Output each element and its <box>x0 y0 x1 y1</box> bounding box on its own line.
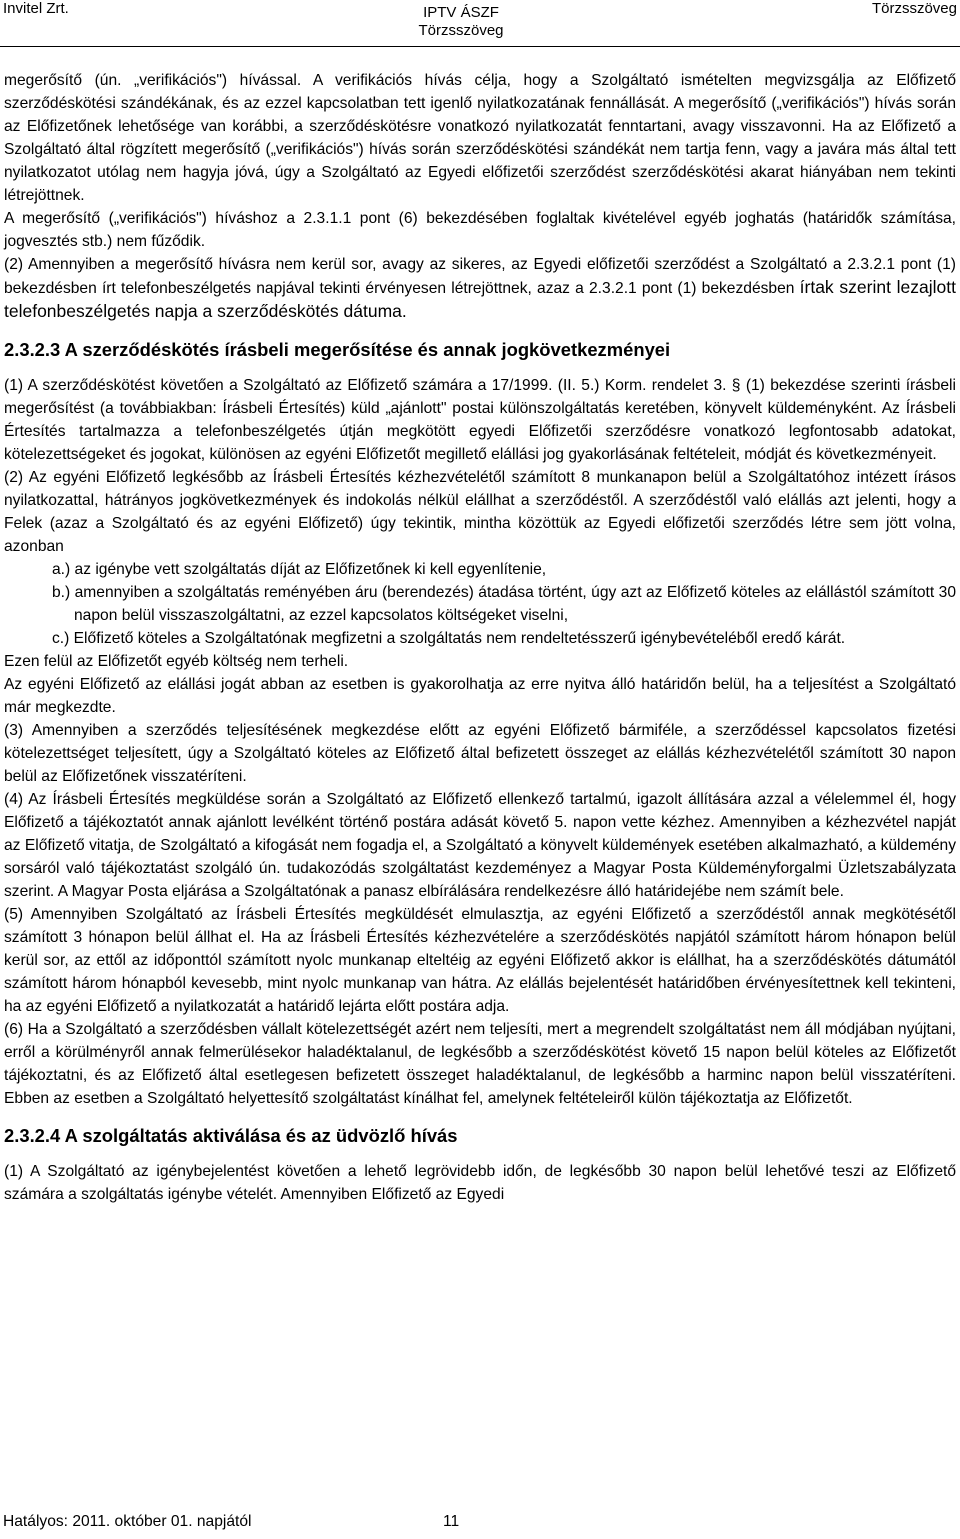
section-heading-2324: 2.3.2.4 A szolgáltatás aktiválása és az üdvözlő hívás <box>4 1125 458 1146</box>
paragraph-verification-effect: A megerősítő („verifikációs") híváshoz a 2.3.1.1 pont (6) bekezdésében foglaltak kivételével egyéb joghatás (határidők számítása, jogvesztés stb.) nem fűződik. <box>4 210 956 250</box>
paragraph-verification: megerősítő (ún. „verifikációs") hívással. A verifikációs hívás célja, hogy a Szolgáltató ismételten megvizsgálja az Előfizető szerződéskötési szándékának, és az ezzel kapcsolatban tett igenlő nyilatkozatának fennállását. A megerősítő („verifikációs") hívás során az Előfizetőnek lehetősége van korábbi, a szerződéskötésre vonatkozó nyilatkozatát fenntartani, avagy visszavonni. Ha az Előfizető a Szolgáltató által rögzített megerősítő („verifikációs") hívás során szerződéskötési szándékát nem tartja fenn, vagy a javára más által tett nyilatkozatot utólag nem hagyja jóvá, úgy a Szolgáltató az Egyedi előfizetői szerződést szerződéskötési akarat hiányában nem tekinti létrejöttnek. <box>4 72 956 204</box>
header-title-line1: IPTV ÁSZF <box>423 4 499 21</box>
footer-effective-date: Hatályos: 2011. október 01. napjától <box>3 1513 252 1530</box>
paragraph-contract-date-b: írtak szerint lezajlott telefonbeszélgetés napja a szerződéskötés dátuma. <box>4 277 956 321</box>
paragraph-non-performance: (6) Ha a Szolgáltató a szerződésben vállalt kötelezettségét azért nem teljesíti, mert a megrendelt szolgáltatást nem áll módjában nyújtani, erről a körülményről annak felmerülésekor haladéktalanul, de legkésőbb a szerződéskötést követő 15 napon belül köteles az Előfizetőt tájékoztatni, és az Előfizető által esetlegesen befizetett összeget haladéktalanul, de legkésőbb a harminc napon belül visszatéríteni. Ebben az esetben a Szolgáltató helyettesítő szolgáltatást kínálhat fel, amelynek feltételeiről külön tájékoztatja az Előfizetőt. <box>4 1021 956 1107</box>
document-body <box>4 69 956 1206</box>
paragraph-contract-date <box>4 253 956 324</box>
paragraph-contract-date-a: (2) Amennyiben a megerősítő hívásra nem kerül sor, avagy az sikeres, az Egyedi előfizetői szerződést a Szolgáltató a 2.3.2.1 pont (1) bekezdésben írt telefonbeszélgetés napjával tekinti érvényesen létrejöttnek, azaz a 2.3.2.1 pont (1) bekezdésben <box>4 256 956 297</box>
page-number: 11 <box>443 1513 460 1530</box>
header-divider <box>0 46 960 47</box>
paragraph-no-other-cost: Ezen felül az Előfizetőt egyéb költség nem terheli. <box>4 653 349 670</box>
page-header <box>0 0 960 50</box>
paragraph-refund: (3) Amennyiben a szerződés teljesítésének megkezdése előtt az egyéni Előfizető bármiféle, a szerződéssel kapcsolatos fizetési kötelezettséget teljesített, úgy a Szolgáltató köteles az Előfizető által befizetett összeget az elállás kézhezvételétől számított 30 napon belül az Előfizetőnek visszatéríteni. <box>4 722 956 785</box>
list-item: a.) az igénybe vett szolgáltatás díját az Előfizetőnek ki kell egyenlítenie, <box>52 561 547 578</box>
header-title <box>0 4 922 40</box>
page-footer <box>3 1512 460 1532</box>
paragraph-withdrawal-right: (2) Az egyéni Előfizető legkésőbb az Írásbeli Értesítés kézhezvételétől számított 8 munkanapon belül a Szolgáltatóhoz intézett írásos nyilatkozattal, hátrányos jogkövetkezmények és indokolás nélkül elállhat a szerződéstől. A szerződéstől való elállás azt jelenti, hogy a Felek (azaz a Szolgáltató és az egyéni Előfizető) úgy tekintik, mintha közöttük az Egyedi előfizetői szerződés létre sem jött volna, azonban <box>4 469 956 555</box>
header-right: Törzsszöveg <box>871 0 957 17</box>
paragraph-withdrawal-after-start: Az egyéni Előfizető az elállási jogát abban az esetben is gyakorolhatja az erre nyitva álló határidőn belül, ha a teljesítést a Szolgáltató már megkezdte. <box>4 676 956 716</box>
list-item: c.) Előfizető köteles a Szolgáltatónak megfizetni a szolgáltatás nem rendeltetésszerű igénybevételéből eredő kárát. <box>52 630 846 647</box>
list-item: b.) amennyiben a szolgáltatás reményében áru (berendezés) átadása történt, úgy azt az Előfizető köteles az elállástól számított 30 napon belül visszaszolgáltatni, az ezzel kapcsolatos költségeket viselni, <box>52 584 956 624</box>
header-company: Invitel Zrt. <box>3 0 69 17</box>
section-heading-2323: 2.3.2.3 A szerződéskötés írásbeli megerősítése és annak jogkövetkezményei <box>4 339 671 360</box>
paragraph-activation: (1) A Szolgáltató az igénybejelentést követően a lehető legrövidebb időn, de legkésőbb 30 napon belül lehetővé teszi az Előfizető számára a szolgáltatás igénybe vételét. Amennyiben Előfizető az Egyedi <box>4 1163 956 1203</box>
paragraph-written-confirmation: (1) A szerződéskötést követően a Szolgáltató az Előfizető számára a 17/1999. (II. 5.) Korm. rendelet 3. § (1) bekezdése szerinti írásbeli megerősítést (a továbbiakban: Írásbeli Értesítés) küld „ajánlott" postai különszolgáltatás keretében, könyvelt küldeményként. Az Írásbeli Értesítés tartalmazza a telefonbeszélgetés útján megkötött egyedi Előfizetői szerződésre vonatkozó legfontosabb adatokat, kötelezettségeket és jogokat, különösen az egyéni Előfizetőt megillető elállási jog gyakorlásának feltételeit, módját és következményeit. <box>4 377 956 463</box>
paragraph-delivery-presumption: (4) Az Írásbeli Értesítés megküldése során a Szolgáltató az Előfizető ellenkező tartalmú, igazolt állítására azzal a vélelemmel él, hogy Előfizető a tájékoztatót annak ajánlott levélként történő postára adását követő 5. napon vette kézhez. Amennyiben a kézhezvétel napját az Előfizető vitatja, de Szolgáltató a kifogását nem fogadja el, a Szolgáltató a könyvelt küldemények esetében alkalmazható, a küldemény sorsáról való tájékoztatást szolgáló ún. tudakozódás szolgáltatást kezdeményez a Magyar Posta Küldeményforgalmi Üzletszabályzata szerint. A Magyar Posta eljárása a Szolgáltatónak a panasz elbírálására rendelkezésre álló határidejébe nem számít bele. <box>4 791 956 900</box>
header-title-line2: Törzsszöveg <box>418 22 504 39</box>
paragraph-missing-notice: (5) Amennyiben Szolgáltató az Írásbeli Értesítés megküldését elmulasztja, az egyéni Előfizető a szerződéstől annak megkötésétől számított 3 hónapon belül állhat el. Ha az Írásbeli Értesítés kézhezvételére a szerződéskötés napjától számított három hónapon belül kerül sor, az ettől az időponttól számított nyolc munkanap elteltéig az egyéni Előfizető akkor is elállhat, ha a szerződéskötés dátumától számított három hónapból kevesebb, mint nyolc munkanap van hátra. Az elállás bejelentését határidőben érvényesítettnek kell tekinteni, ha az egyéni Előfizető a nyilatkozatát a határidő lejárta előtt postára adja. <box>4 906 956 1015</box>
